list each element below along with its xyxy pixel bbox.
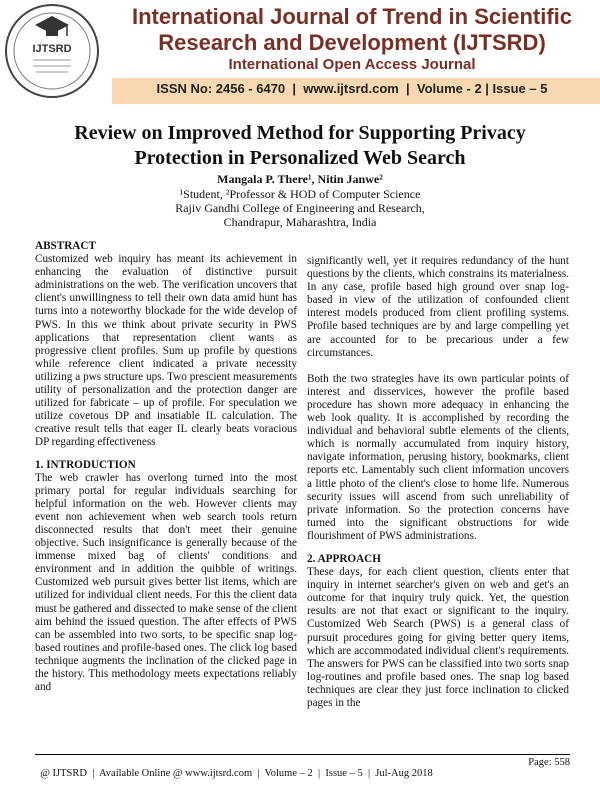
footer-text: @ IJTSRD | Available Online @ www.ijtsrd.com | Volume – 2 | Issue – 5 | Jul-Aug 2018 bbox=[40, 768, 433, 779]
abstract-text: Customized web inquiry has meant its achievement in enhancing the evaluation of distinctive pursuit administrations on the web. The verification uncovers that client's unwillingness to tell their own data amid hunt has turns into a noteworthy blockade for the wide develop of PWS. In this we think about private security in PWS applications that representation client wants as progressive client profiles. Sum up profile by questions while reference client indicated a private necessity utilizing a pws structure ups. Two prescient measurements utility of personalization and the protection danger are utilized for fabricate – up of profile. For speculation we utilize covetous DP and insatiable IL calculation. The creative result tells that eager IL clearly beats voracious DP regarding effectiveness bbox=[35, 253, 297, 449]
issn-line: ISSN No: 2456 - 6470 | www.ijtsrd.com | Volume - 2 | Issue – 5 bbox=[156, 81, 548, 96]
approach-text: These days, for each client question, clients enter that inquiry in internet searcher's given on web and get's an outcome for that inquiry truly quick. Yet, the question results are not that exact or significant to the inquiry. Customized Web Search (PWS) is a general class of pursuit procedures going for giving better query items, which are accommodated individual client's requirements. The answers for PWS can be classified into two sorts snap log-routines and profile based ones. The snap log based techniques are clear they just force inclination to clicked pages in the bbox=[307, 566, 569, 709]
logo-text: IJTSRD bbox=[32, 43, 72, 55]
footer-rule bbox=[35, 754, 570, 755]
affiliation-line1: ¹Student, ²Professor & HOD of Computer Science bbox=[179, 187, 421, 201]
footer bbox=[35, 757, 570, 790]
left-column bbox=[35, 240, 297, 694]
abstract-heading: ABSTRACT bbox=[35, 240, 96, 252]
approach-heading: 2. APPROACH bbox=[307, 552, 381, 565]
affiliation-line3: Chandrapur, Maharashtra, India bbox=[223, 215, 377, 229]
right-paragraph-2: Both the two strategies have its own particular points of interest and disservices, however the profile based procedure has shown more adequacy in enhancing the web look quality. It is accomplished by recording the individual and behavioral subtle elements of the clients, which is normally accumulated from inquiry history, navigate information, perusing history, bookmarks, client reports etc. Lamentably such client information uncovers a little photo of the client's close to home life. Numerous security issues will ascend from such unreliability of private information. So the protection concerns have turned into the significant obstructions for wide flourishment of PWS administrations. bbox=[307, 372, 569, 542]
open-access-label: International Open Access Journal bbox=[228, 56, 476, 73]
affiliation-line2: Rajiv Gandhi College of Engineering and Research, bbox=[175, 201, 425, 215]
paper-title-line2: Protection in Personalized Web Search bbox=[134, 147, 466, 169]
paper-title-line1: Review on Improved Method for Supporting Privacy bbox=[74, 122, 526, 144]
introduction-heading: 1. INTRODUCTION bbox=[35, 458, 136, 471]
journal-title-line2: Research and Development (IJTSRD) bbox=[158, 30, 546, 55]
introduction-text: The web crawler has overlong turned into the most primary portal for regular individuals searching for helpful information on the web. However clients may event non achievement when web search tools return disconnected results that don't meet their genuine objective. Such insignificance is generally because of the immense mixed bag of clients' conditions and environment and in addition the quibble of writings. Customized web pursuit gives better list items, which are utilized for individual client needs. For this the client data must be gathered and dissected to make sense of the client aim behind the issued question. The after effects of PWS can be assembled into two sorts, to be specific snap log-based routines and profile-based ones. The click log based technique augments the inclination of the clicked page in the history. This methodology meets expectations reliably and bbox=[35, 471, 297, 694]
right-column bbox=[307, 255, 569, 710]
right-paragraph-1: significantly well, yet it requires redundancy of the hunt questions by the clients, which constrains its materialness. In any case, profile based high ground over snap log-based in view of the utilization of confounded client interest models produced from client profiling systems. Profile based techniques are by and large compelling yet are accounted for to be precarious under a few circumstances. bbox=[307, 255, 569, 359]
journal-logo bbox=[3, 2, 101, 100]
paper-title bbox=[40, 121, 560, 171]
journal-title bbox=[112, 4, 592, 56]
page-number: Page: 558 bbox=[528, 757, 570, 768]
journal-title-line1: International Journal of Trend in Scientific bbox=[131, 4, 573, 29]
authors: Mangala P. There¹, Nitin Janwe² bbox=[217, 172, 383, 186]
